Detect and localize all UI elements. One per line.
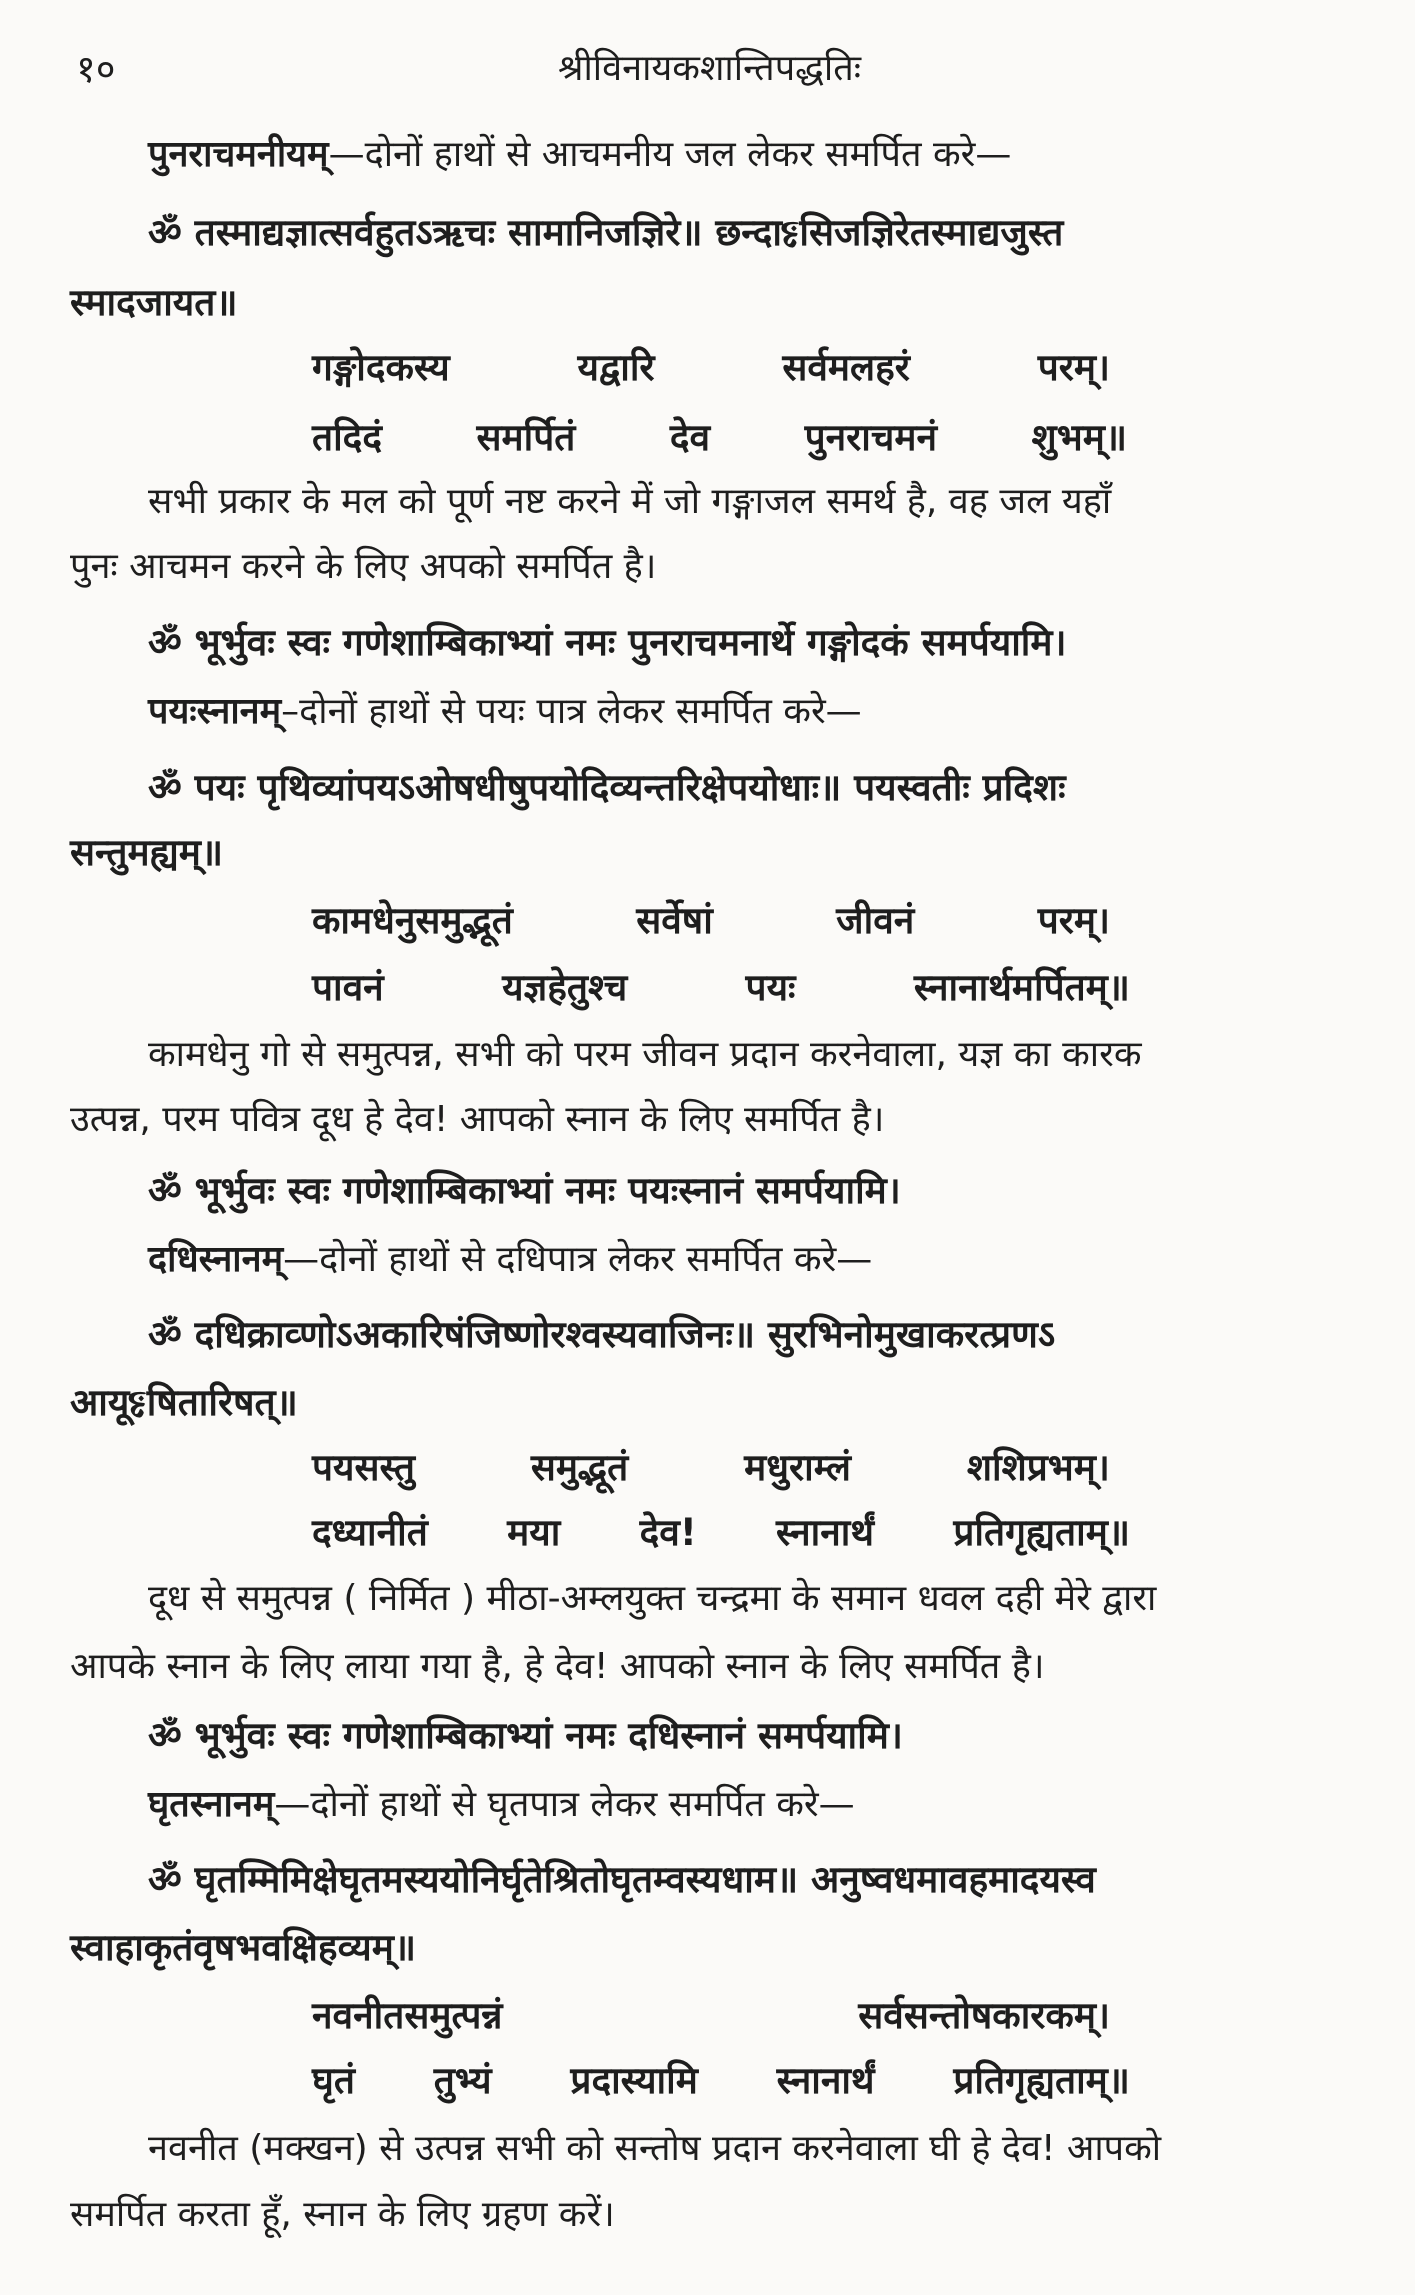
page-header — [66, 38, 1353, 108]
mantra-line: ॐ घृतम्मिमिक्षेघृतमस्ययोनिर्घृतेश्रितोघृतम्वस्यधाम॥ अनुष्वधमावहमादयस्व — [148, 1858, 1096, 1901]
running-title: श्रीविनायकशान्तिपद्धतिः — [557, 48, 862, 89]
mantra-line: सन्तुमह्यम्॥ — [70, 831, 224, 874]
verse-line: पयसस्तु समुद्भूतं मधुराम्लं शशिप्रभम्। — [312, 1446, 1110, 1489]
mantra-line: आयूᳯषितारिषत्॥ — [70, 1381, 298, 1424]
mantra-line: ॐ दधिक्राव्णोऽअकारिषंजिष्णोरश्वस्यवाजिनः॥ सुरभिनोमुखाकरत्प्रणऽ — [148, 1313, 1056, 1356]
instruction-line — [148, 1778, 1353, 1827]
mantra-line: ॐ पयः पृथिव्यांपयऽओषधीषुपयोदिव्यन्तरिक्षेपयोधाः॥ पयस्वतीः प्रदिशः — [148, 766, 1066, 809]
verse-line: घृतं तुभ्यं प्रदास्यामि स्नानार्थं प्रतिगृह्यताम्॥ — [312, 2059, 1130, 2102]
paragraph-line: दूध से समुत्पन्न ( निर्मित ) मीठा-अम्लयुक्त चन्द्रमा के समान धवल दही मेरे द्वारा — [148, 1578, 1157, 1619]
paragraph-line: आपके स्नान के लिए लाया गया है, हे देव! आपको स्नान के लिए समर्पित है। — [70, 1646, 1045, 1687]
verse-line: दध्यानीतं मया देव! स्नानार्थं प्रतिगृह्यताम्॥ — [312, 1511, 1130, 1554]
verse-line: तदिदं समर्पितं देव पुनराचमनं शुभम्॥ — [312, 416, 1127, 459]
section-heading: घृतस्नानम् — [148, 1784, 275, 1825]
instruction-text: –दोनों हाथों से पयः पात्र लेकर समर्पित करे— — [281, 691, 862, 732]
paragraph-line: नवनीत (मक्खन) से उत्पन्न सभी को सन्तोष प्रदान करनेवाला घी हे देव! आपको — [148, 2128, 1162, 2169]
paragraph-line: उत्पन्न, परम पवित्र दूध हे देव! आपको स्नान के लिए समर्पित है। — [70, 1099, 885, 1140]
mantra-line: ॐ भूर्भुवः स्वः गणेशाम्बिकाभ्यां नमः पयःस्नानं समर्पयामि। — [148, 1169, 901, 1212]
mantra-line: ॐ तस्माद्यज्ञात्सर्वहुतऽऋचः सामानिजज्ञिरे॥ छन्दाᳯसिजज्ञिरेतस्माद्यजुस्त — [148, 211, 1064, 254]
verse-line: गङ्गोदकस्य यद्वारि सर्वमलहरं परम्। — [312, 346, 1110, 389]
verse-line: नवनीतसमुत्पन्नं सर्वसन्तोषकारकम्। — [312, 1994, 1110, 2037]
instruction-line — [148, 1233, 1353, 1282]
mantra-line: स्मादजायत॥ — [70, 281, 238, 324]
section-heading: पयःस्नानम् — [148, 691, 282, 732]
instruction-text: —दोनों हाथों से दधिपात्र लेकर समर्पित करे— — [283, 1239, 873, 1280]
paragraph-line: पुनः आचमन करने के लिए अपको समर्पित है। — [70, 546, 657, 587]
instruction-text: —दोनों हाथों से आचमनीय जल लेकर समर्पित करे— — [328, 134, 1012, 175]
mantra-line: ॐ भूर्भुवः स्वः गणेशाम्बिकाभ्यां नमः दधिस्नानं समर्पयामि। — [148, 1714, 903, 1757]
paragraph-line: कामधेनु गो से समुत्पन्न, सभी को परम जीवन प्रदान करनेवाला, यज्ञ का कारक — [148, 1034, 1142, 1075]
instruction-line — [148, 685, 1353, 734]
mantra-line: ॐ भूर्भुवः स्वः गणेशाम्बिकाभ्यां नमः पुनराचमनार्थे गङ्गोदकं समर्पयामि। — [148, 621, 1067, 664]
instruction-text: —दोनों हाथों से घृतपात्र लेकर समर्पित करे— — [274, 1784, 855, 1825]
mantra-line: स्वाहाकृतंवृषभवक्षिहव्यम्॥ — [70, 1926, 416, 1969]
page-number: १० — [76, 47, 116, 91]
verse-line: पावनं यज्ञहेतुश्च पयः स्नानार्थमर्पितम्॥ — [312, 966, 1130, 1009]
instruction-line — [148, 128, 1353, 177]
section-heading: दधिस्नानम् — [148, 1239, 284, 1280]
paragraph-line: सभी प्रकार के मल को पूर्ण नष्ट करने में जो गङ्गाजल समर्थ है, वह जल यहाँ — [148, 481, 1112, 522]
verse-line: कामधेनुसमुद्भूतं सर्वेषां जीवनं परम्। — [312, 899, 1110, 942]
paragraph-line: समर्पित करता हूँ, स्नान के लिए ग्रहण करें। — [70, 2194, 615, 2235]
section-heading: पुनराचमनीयम् — [148, 134, 329, 175]
